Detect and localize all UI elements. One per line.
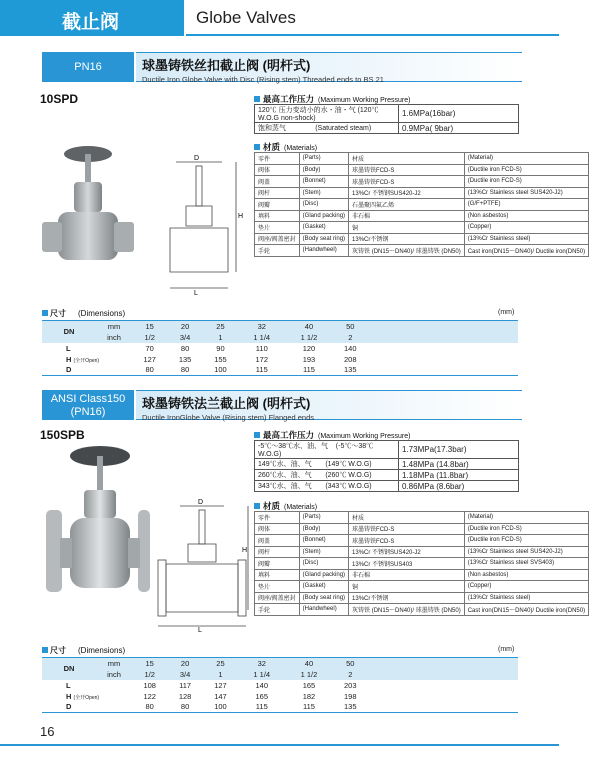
section2-material-table <box>254 511 589 616</box>
material-row: 垫片 (Gasket) 铜 (Copper) <box>255 581 589 593</box>
pressure-val: 1.6MPa(16bar) <box>399 105 519 123</box>
section2-banner <box>42 390 522 420</box>
material-row: 阀杆 (Stem) 13%Cr 不锈钢SUS420-J2 (13%Cr Stainless steel SUS420-J2) <box>255 546 589 558</box>
section2-title-en: Ductile IronGlobe Valve (Rising stem) Flanged ends <box>142 413 315 422</box>
section1-unit: (mm) <box>498 309 515 316</box>
section2-drawing-label-d: D <box>198 499 204 506</box>
section2-dimensions-heading: 尺寸 (Dimensions) <box>42 645 125 656</box>
square-bullet-icon <box>254 432 260 438</box>
section1-dimensions-table <box>42 320 518 376</box>
section2-drawing-label-h: H <box>242 547 248 554</box>
pressure-cond: 120℃ 压力变动小的水・油・气 (120℃ W.O.G non-shock) <box>255 105 399 123</box>
pressure-row: 343℃水、油、气 (343℃ W.O.G) 0.86MPa (8.6bar) <box>255 481 519 492</box>
page-header <box>0 0 559 36</box>
section2-model: 150SPB <box>40 428 85 442</box>
dim-header-row: inch 1/2 3/4 1 1 1/4 1 1/2 2 <box>42 669 518 680</box>
dim-header-row: inch 1/2 3/4 1 1 1/4 1 1/2 2 <box>42 332 518 343</box>
pressure-row: -5℃～38℃水、油、气 (-5℃～38℃ W.O.G) 1.73MPa(17.3bar) <box>255 441 519 459</box>
section1-material-heading: 材质 (Materials) <box>254 141 317 153</box>
section1-pressure-table <box>254 104 519 134</box>
dim-row-d: D 80 80 100 115 115 135 <box>42 365 518 376</box>
section2-unit: (mm) <box>498 646 515 653</box>
section1-model: 10SPD <box>40 92 79 106</box>
dim-row-d: D 80 80 100 115 115 135 <box>42 702 518 713</box>
material-row: 阀体 (Body) 球墨铸铁FCD-S (Ductile iron FCD-S) <box>255 164 589 176</box>
header-title-en: Globe Valves <box>186 0 559 36</box>
section1-title-en: Ductile Iron Globe Valve with Disc (Rising stem) Threaded ends to BS 21 <box>142 75 384 84</box>
dim-row-h: H (全开Open) 127 135 155 172 193 208 <box>66 354 357 364</box>
section2-drawing-label-l: L <box>198 627 202 634</box>
dim-row-l: L 108 117 127 140 165 203 <box>66 680 357 690</box>
section1-title-box <box>136 52 522 82</box>
section1-pressure-heading: 最高工作压力 (Maximum Working Pressure) <box>254 93 410 105</box>
dim-header-row: DN mm 15 20 25 32 40 50 <box>42 321 518 332</box>
material-row: 阀杆 (Stem) 13%Cr 不锈钢SUS420-J2 (13%Cr Stainless steel SUS420-J2) <box>255 187 589 199</box>
material-row: 填料 (Gland packing) 非石棉 (Non asbestos) <box>255 210 589 222</box>
material-row: 手轮 (Handwheel) 灰铸铁 (DN15～DN40)/ 球墨铸铁 (DN50) Cast iron(DN15～DN40)/ Ductile iron(DN50) <box>255 245 589 257</box>
dim-row-l: L 70 80 90 110 120 140 <box>66 343 357 353</box>
material-row: 垫片 (Gasket) 铜 (Copper) <box>255 222 589 234</box>
square-bullet-icon <box>254 503 260 509</box>
square-bullet-icon <box>42 647 48 653</box>
flanged-valve-drawing <box>152 500 252 632</box>
section2-tag-line1: ANSI Class150 <box>50 393 126 405</box>
section1-material-table <box>254 152 589 257</box>
section1-drawing-label-h: H <box>238 213 244 220</box>
dim-header-row: DN mm 15 20 25 32 40 50 <box>42 658 518 669</box>
section1-drawing-label-d: D <box>194 155 200 162</box>
square-bullet-icon <box>254 144 260 150</box>
section2-dimensions-table <box>42 657 518 713</box>
threaded-valve-photo <box>38 140 138 272</box>
section1-tag: PN16 <box>42 52 134 82</box>
section2-pressure-table <box>254 440 519 492</box>
pressure-val: 0.9MPa( 9bar) <box>399 123 519 134</box>
flanged-valve-photo <box>40 442 150 622</box>
section2-title-cn: 球墨铸铁法兰截止阀 (明杆式) <box>142 396 311 411</box>
footer-rule <box>0 744 559 746</box>
material-row: 阀座/阀盖密封 (Body seat ring) 13%Cr不锈钢 (13%Cr Stainless steel) <box>255 592 589 604</box>
material-row: 阀瓣 (Disc) 石墨聚四氟乙烯 (G/F+PTFE) <box>255 199 589 211</box>
square-bullet-icon <box>42 310 48 316</box>
section2-title-box <box>136 390 522 420</box>
material-row: 零件 (Parts) 材质 (Material) <box>255 512 589 524</box>
material-row: 手轮 (Handwheel) 灰铸铁 (DN15～DN40)/ 球墨铸铁 (DN50) Cast iron(DN15～DN40)/ Ductile iron(DN50) <box>255 604 589 616</box>
dim-row-h: H (全开Open) 122 128 147 165 182 198 <box>66 691 357 701</box>
page-number: 16 <box>40 724 55 739</box>
section2-material-heading: 材质 (Materials) <box>254 500 317 512</box>
header-title-cn: 截止阀 <box>0 0 184 36</box>
section2-tag-line2: (PN16) <box>70 406 106 418</box>
pressure-row <box>255 105 519 123</box>
material-row: 阀座/阀盖密封 (Body seat ring) 13%Cr不锈钢 (13%Cr Stainless steel) <box>255 233 589 245</box>
section2-pressure-heading: 最高工作压力 (Maximum Working Pressure) <box>254 429 410 441</box>
pressure-cond: 饱和蒸气 (Saturated steam) <box>255 123 399 134</box>
material-row: 阀盖 (Bonnet) 球墨铸铁FCD-S (Ductile iron FCD-S) <box>255 176 589 188</box>
section2-tag <box>42 390 134 420</box>
material-row: 填料 (Gland packing) 非石棉 (Non asbestos) <box>255 569 589 581</box>
pressure-row: 260℃水、油、气 (260℃ W.O.G) 1.18MPa (11.8bar) <box>255 470 519 481</box>
square-bullet-icon <box>254 96 260 102</box>
material-row: 阀体 (Body) 球墨铸铁FCD-S (Ductile iron FCD-S) <box>255 523 589 535</box>
pressure-row: 149℃水、油、气 (149℃ W.O.G) 1.48MPa (14.8bar) <box>255 459 519 470</box>
section1-dimensions-heading: 尺寸 (Dimensions) <box>42 308 125 319</box>
section1-drawing-label-l: L <box>194 290 198 297</box>
pressure-row <box>255 123 519 134</box>
section1-title-cn: 球墨铸铁丝扣截止阀 (明杆式) <box>142 58 311 73</box>
section1-banner <box>42 52 522 82</box>
threaded-valve-drawing <box>156 156 246 296</box>
material-row: 阀瓣 (Disc) 13%Cr 不锈钢SUS403 (13%Cr Stainless steel SVS403) <box>255 558 589 570</box>
material-row: 阀盖 (Bonnet) 球墨铸铁FCD-S (Ductile iron FCD-S) <box>255 535 589 547</box>
material-row: 零件 (Parts) 材质 (Material) <box>255 153 589 165</box>
